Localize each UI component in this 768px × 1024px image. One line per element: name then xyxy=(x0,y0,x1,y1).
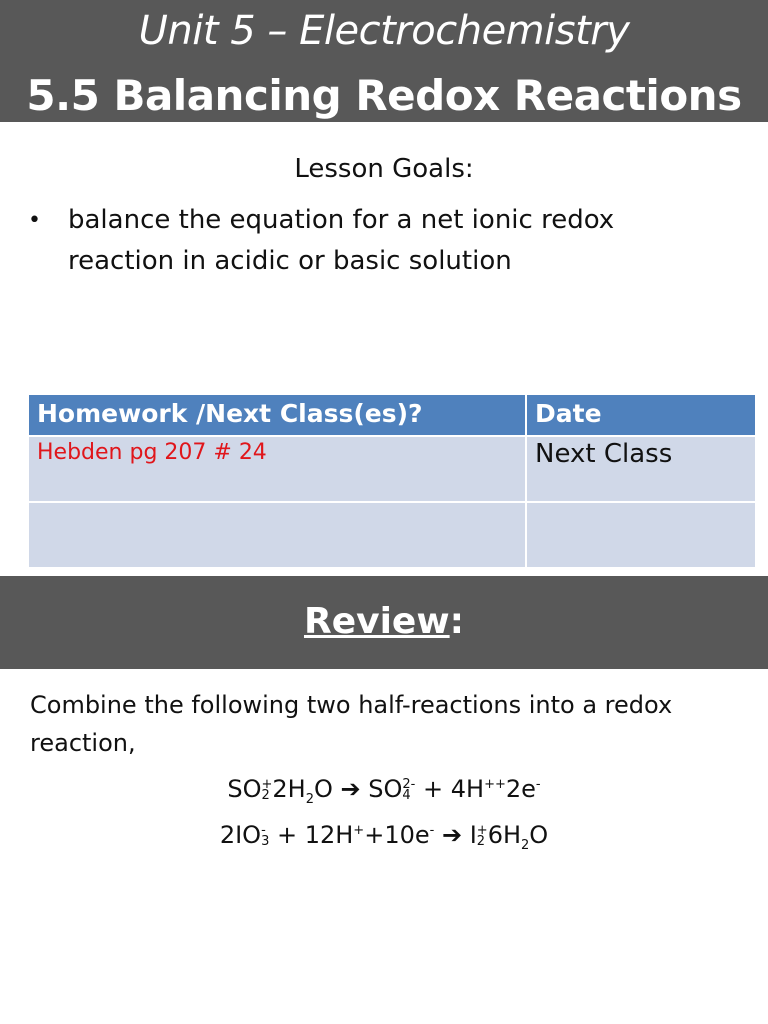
table-row xyxy=(28,502,756,568)
header-band xyxy=(0,0,768,122)
half-reaction-2: 2IO - 3 + 12H++10e- ➔ I + 2 $6H_2O$ xyxy=(219,821,549,853)
review-instruction: Combine the following two half-reactions into a redox reaction, xyxy=(30,691,673,757)
review-title-text: Review xyxy=(303,601,450,642)
half-reaction-1: SO + 2 $2H_2O$ ➔ SO 2- 4 + 4H++2e- xyxy=(227,775,541,807)
date-cell xyxy=(526,502,756,568)
homework-cell xyxy=(28,502,526,568)
homework-table xyxy=(27,393,757,569)
lesson-goal-item xyxy=(28,200,718,282)
bullet-icon: • xyxy=(28,208,41,233)
review-title-colon: : xyxy=(449,601,465,642)
lesson-goals-heading: Lesson Goals: xyxy=(294,154,474,184)
date-cell: Next Class xyxy=(526,436,756,502)
table-header-row xyxy=(28,394,756,436)
homework-column-header: Homework /Next Class(es)? xyxy=(28,394,526,436)
review-band xyxy=(0,576,768,669)
lesson-title: 5.5 Balancing Redox Reactions xyxy=(26,71,742,120)
homework-cell: Hebden pg 207 # 24 xyxy=(28,436,526,502)
unit-title: Unit 5 – Electrochemistry xyxy=(138,8,630,54)
review-title xyxy=(0,600,768,644)
date-column-header: Date xyxy=(526,394,756,436)
table-row xyxy=(28,436,756,502)
lesson-goal-text: balance the equation for a net ionic redox reaction in acidic or basic solution xyxy=(68,205,615,276)
